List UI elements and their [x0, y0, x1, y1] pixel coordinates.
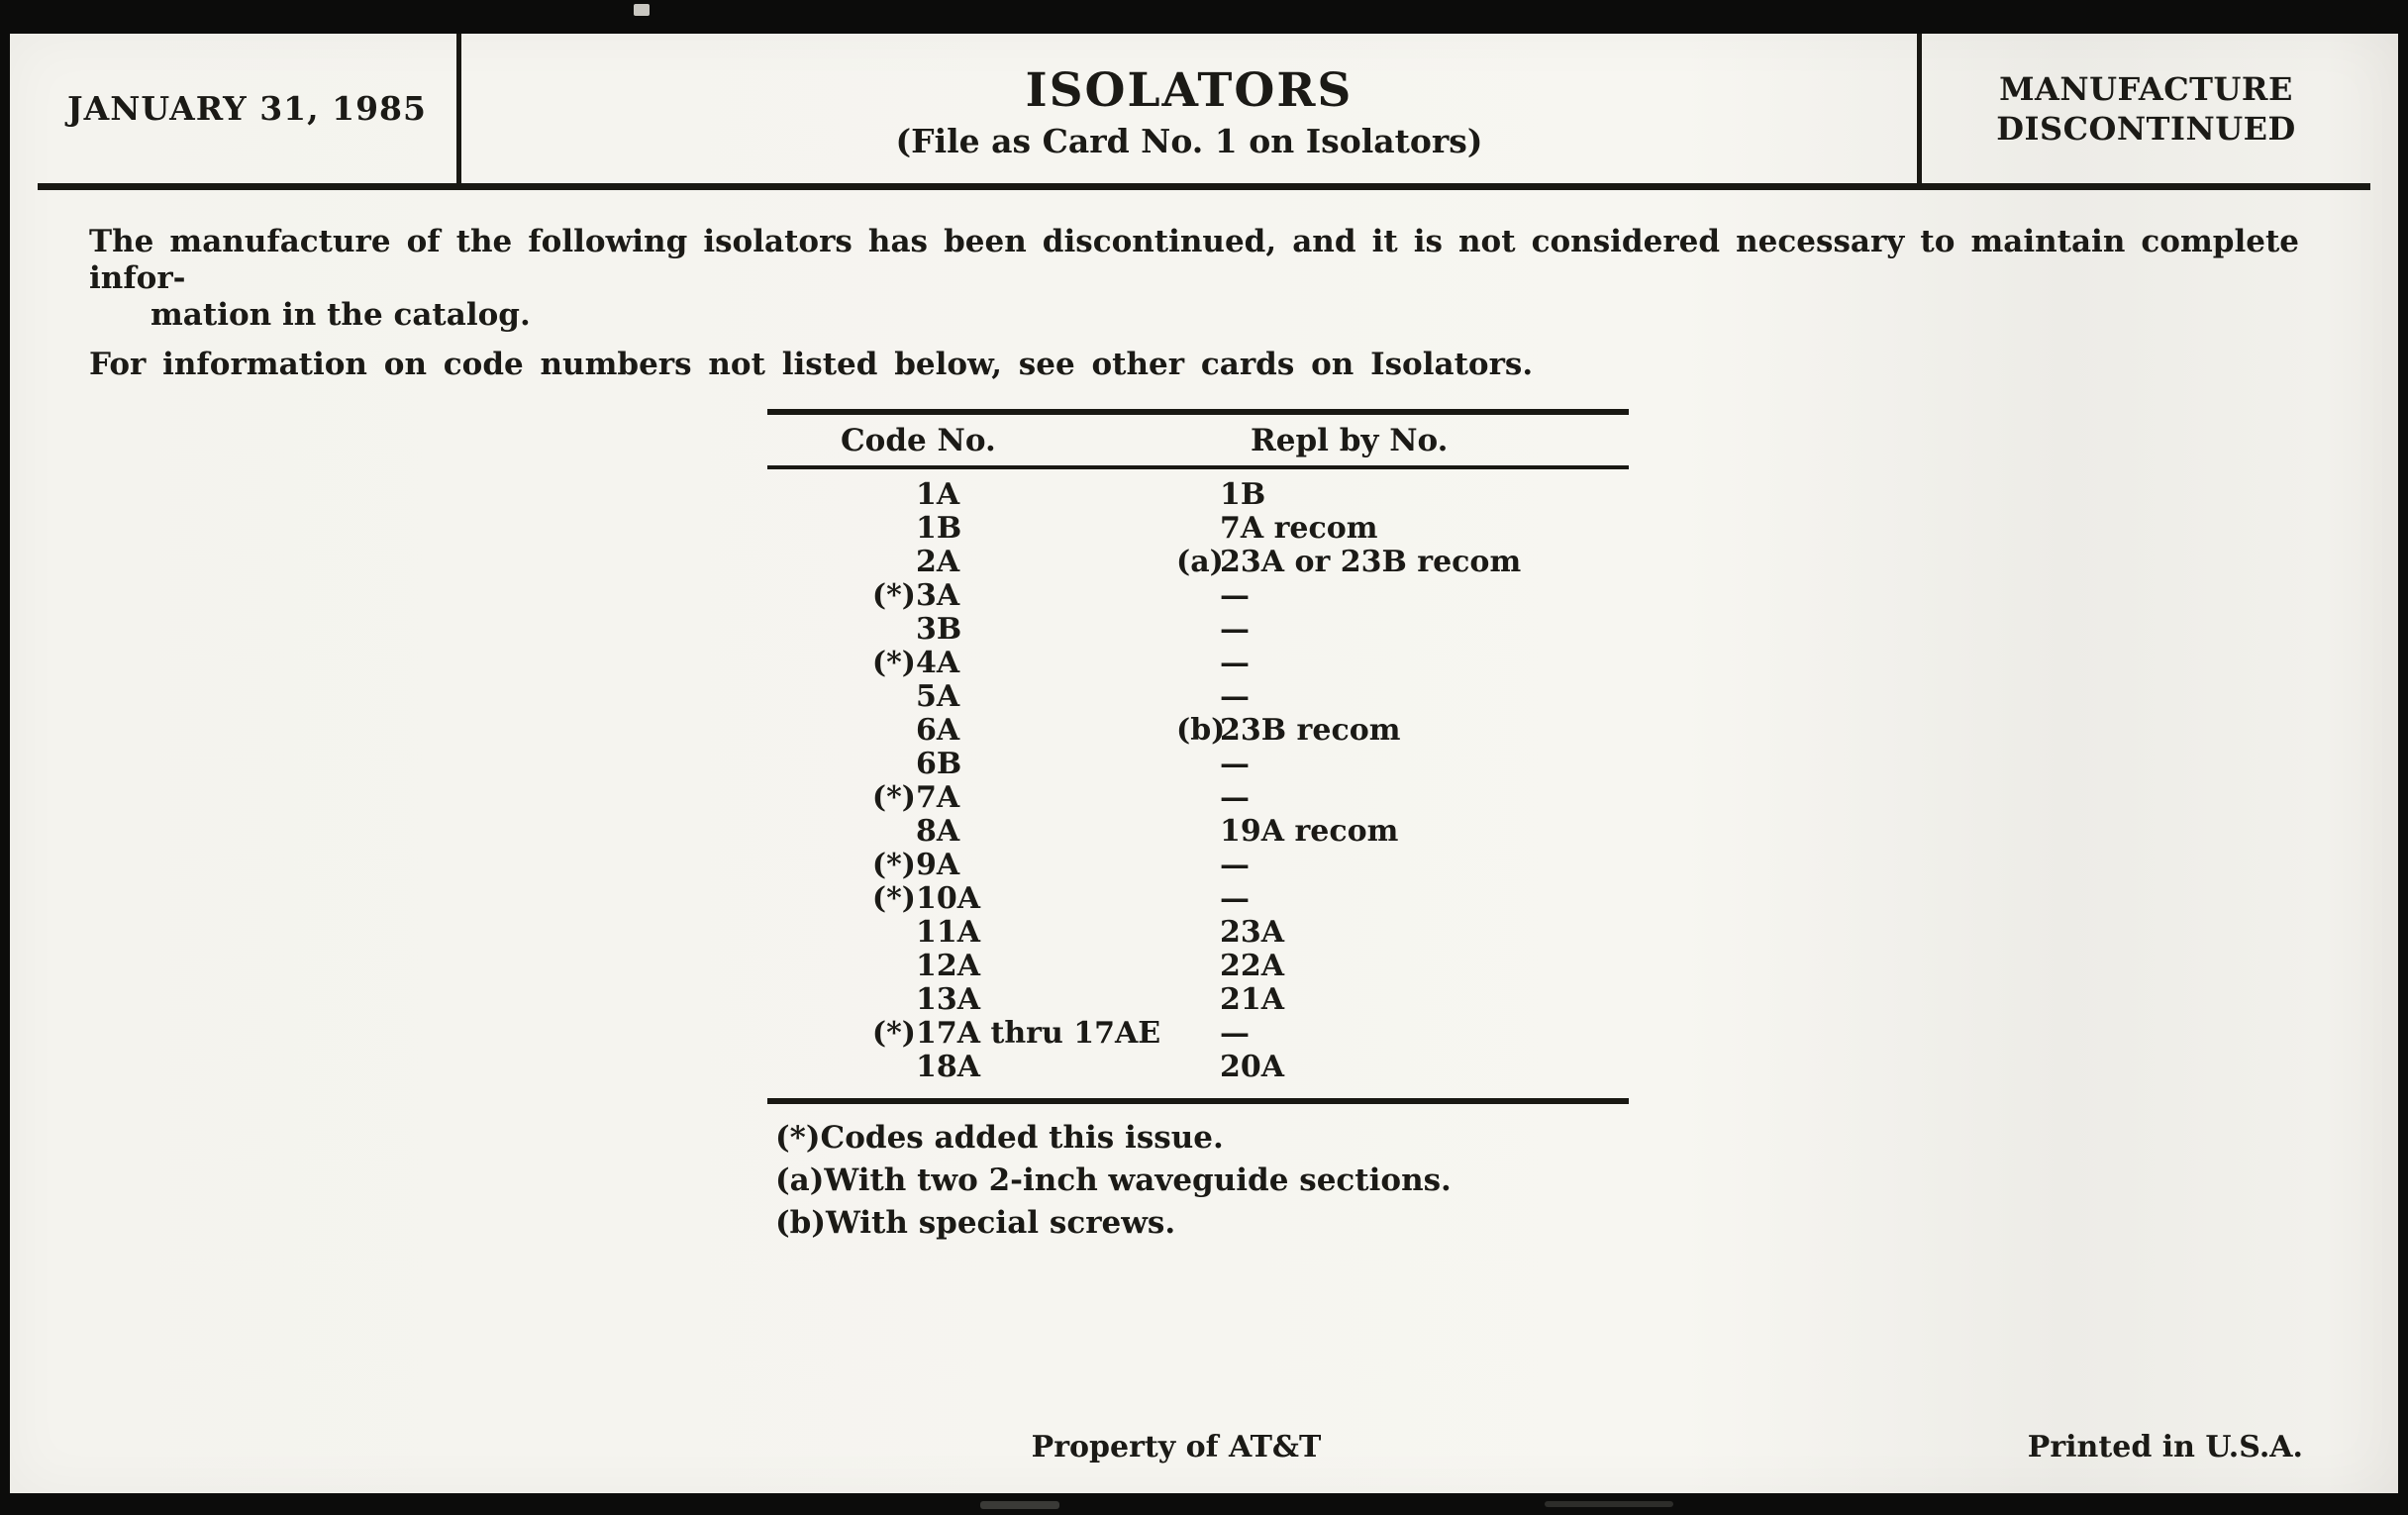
footnote: (*)Codes added this issue.	[775, 1120, 1224, 1156]
repl-number: —	[1220, 612, 1250, 647]
code-table-section	[767, 409, 1629, 1245]
catalog-card-page	[10, 34, 2398, 1493]
table-row	[767, 579, 1629, 613]
page-title: ISOLATORS	[1025, 62, 1354, 118]
intro-paragraph2: For information on code numbers not listed below, see other cards on Isolators.	[89, 347, 1534, 382]
code-number: 6B	[916, 747, 962, 781]
repl-number: —	[1220, 646, 1250, 680]
repl-number: 7A recom	[1220, 511, 1378, 546]
repl-prefix	[1176, 1017, 1220, 1051]
table-row	[767, 781, 1629, 815]
column-header-repl-by-no: Repl by No.	[1251, 422, 1449, 458]
repl-number: —	[1220, 578, 1250, 613]
table-row	[767, 849, 1629, 882]
intro-paragraph1-line2: mation in the catalog.	[150, 297, 531, 333]
repl-number: —	[1220, 848, 1250, 882]
table-row	[767, 1017, 1629, 1051]
table-row	[767, 680, 1629, 714]
code-prefix	[767, 916, 916, 950]
repl-prefix	[1176, 1051, 1220, 1084]
code-number: 2A	[916, 545, 960, 579]
property-notice: Property of AT&T	[1031, 1430, 1322, 1464]
footnote: (b)With special screws.	[775, 1205, 1176, 1241]
repl-number: —	[1220, 1016, 1250, 1051]
code-number: 4A	[916, 646, 960, 680]
code-prefix	[767, 512, 916, 546]
issue-date: JANUARY 31, 1985	[67, 89, 427, 128]
table-row	[767, 1051, 1629, 1084]
header-date-cell	[38, 34, 461, 183]
repl-number: 23A	[1220, 915, 1285, 950]
code-number: 17A thru 17AE	[916, 1016, 1161, 1051]
code-number: 13A	[916, 982, 981, 1017]
header-status-cell	[1917, 34, 2370, 183]
repl-number: 21A	[1220, 982, 1285, 1017]
table-row	[767, 647, 1629, 680]
repl-prefix	[1176, 579, 1220, 613]
repl-prefix: (b)	[1176, 713, 1226, 748]
code-table-header-row	[767, 415, 1629, 469]
table-row	[767, 916, 1629, 950]
repl-prefix	[1176, 781, 1220, 815]
code-prefix	[767, 478, 916, 512]
footnotes	[767, 1117, 1629, 1245]
table-row	[767, 613, 1629, 647]
code-number: 1B	[916, 511, 962, 546]
code-prefix: (*)	[871, 1016, 916, 1051]
table-row	[767, 748, 1629, 781]
code-prefix: (*)	[871, 780, 916, 815]
code-number: 10A	[916, 881, 981, 916]
table-row	[767, 546, 1629, 579]
code-number: 5A	[916, 679, 960, 714]
code-prefix: (*)	[871, 646, 916, 680]
repl-number: 19A recom	[1220, 814, 1399, 849]
repl-number: —	[1220, 881, 1250, 916]
repl-prefix	[1176, 647, 1220, 680]
repl-prefix	[1176, 882, 1220, 916]
repl-number: —	[1220, 679, 1250, 714]
code-number: 12A	[916, 949, 981, 983]
table-row	[767, 815, 1629, 849]
code-number: 3A	[916, 578, 960, 613]
repl-number: 1B	[1220, 477, 1266, 512]
code-number: 18A	[916, 1050, 981, 1084]
repl-prefix	[1176, 613, 1220, 647]
page-subtitle: (File as Card No. 1 on Isolators)	[895, 121, 1483, 160]
repl-number: 23A or 23B recom	[1220, 545, 1522, 579]
intro-text	[10, 190, 2398, 383]
table-row	[767, 882, 1629, 916]
repl-prefix	[1176, 983, 1220, 1017]
code-table-body	[767, 469, 1629, 1098]
column-header-code-no: Code No.	[841, 422, 996, 458]
code-number: 8A	[916, 814, 960, 849]
footnote: (a)With two 2-inch waveguide sections.	[775, 1162, 1452, 1198]
repl-number: —	[1220, 747, 1250, 781]
repl-prefix	[1176, 916, 1220, 950]
code-prefix	[767, 815, 916, 849]
code-prefix: (*)	[871, 848, 916, 882]
intro-paragraph1-line1: The manufacture of the following isolators has been discontinued, and it is not considered necessary to maintain complete infor-	[89, 224, 2299, 296]
repl-prefix	[1176, 950, 1220, 983]
header-title-cell	[461, 34, 1917, 183]
card-footer	[10, 1430, 2398, 1469]
scan-artifact	[634, 4, 650, 16]
repl-prefix	[1176, 478, 1220, 512]
scan-artifact	[980, 1501, 1059, 1509]
scan-artifact	[1545, 1501, 1673, 1507]
code-number: 9A	[916, 848, 960, 882]
printed-notice: Printed in U.S.A.	[2027, 1430, 2303, 1464]
repl-prefix	[1176, 849, 1220, 882]
table-row	[767, 983, 1629, 1017]
status-line-discontinued: DISCONTINUED	[1996, 109, 2296, 148]
table-row	[767, 950, 1629, 983]
code-number: 7A	[916, 780, 960, 815]
table-row	[767, 478, 1629, 512]
code-prefix	[767, 546, 916, 579]
code-prefix: (*)	[871, 881, 916, 916]
repl-number: 23B recom	[1220, 713, 1401, 748]
code-prefix	[767, 613, 916, 647]
code-number: 3B	[916, 612, 962, 647]
code-number: 1A	[916, 477, 960, 512]
status-line-manufacture: MANUFACTURE	[1999, 69, 2293, 108]
code-prefix	[767, 748, 916, 781]
repl-number: —	[1220, 780, 1250, 815]
repl-prefix	[1176, 815, 1220, 849]
repl-prefix	[1176, 748, 1220, 781]
repl-prefix: (a)	[1176, 545, 1224, 579]
code-prefix	[767, 680, 916, 714]
code-prefix	[767, 983, 916, 1017]
code-prefix	[767, 714, 916, 748]
code-number: 11A	[916, 915, 981, 950]
code-prefix: (*)	[871, 578, 916, 613]
card-header	[38, 34, 2370, 190]
repl-number: 22A	[1220, 949, 1285, 983]
table-row	[767, 512, 1629, 546]
table-row	[767, 714, 1629, 748]
code-table	[767, 409, 1629, 1104]
repl-prefix	[1176, 680, 1220, 714]
code-prefix	[767, 1051, 916, 1084]
repl-prefix	[1176, 512, 1220, 546]
code-number: 6A	[916, 713, 960, 748]
repl-number: 20A	[1220, 1050, 1285, 1084]
code-prefix	[767, 950, 916, 983]
